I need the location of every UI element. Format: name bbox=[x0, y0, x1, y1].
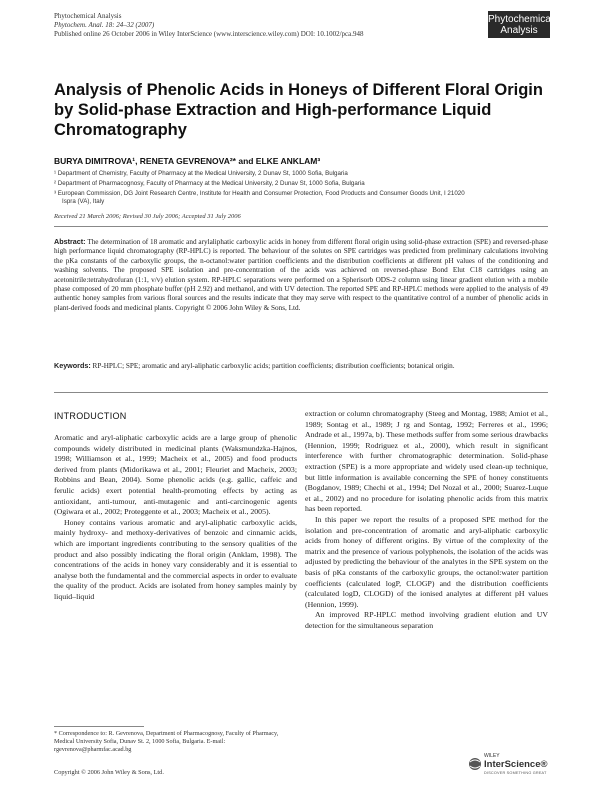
keywords-text: RP-HPLC; SPE; aromatic and aryl-aliphatic carboxylic acids; partition coefficients; distribution coefficients; botanical origin. bbox=[92, 362, 455, 370]
divider-bottom bbox=[54, 392, 548, 393]
affiliation-1: ¹ Department of Chemistry, Faculty of Pharmacy at the Medical University, 2 Dunav St, 1000 Sofia, Bulgaria bbox=[54, 170, 348, 177]
paper-title: Analysis of Phenolic Acids in Honeys of Different Floral Origin by Solid-phase Extraction and High-performance Liquid Chromatography bbox=[54, 81, 543, 139]
journal-citation: Phytochem. Anal. 18: 24–32 (2007) bbox=[54, 21, 155, 29]
received-dates: Received 21 March 2006; Revised 30 July 2006; Accepted 31 July 2006 bbox=[54, 213, 241, 220]
wiley-top-label: WILEY bbox=[484, 753, 500, 759]
wiley-main-label: InterScience® bbox=[484, 759, 548, 770]
journal-header bbox=[54, 12, 364, 39]
publication-info: Published online 26 October 2006 in Wiley InterScience (www.interscience.wiley.com) DOI: 10.1002/pca.948 bbox=[54, 30, 364, 38]
abstract bbox=[54, 237, 548, 313]
journal-name: Phytochemical Analysis bbox=[54, 12, 122, 20]
wiley-sub-label: DISCOVER SOMETHING GREAT bbox=[484, 771, 547, 775]
paragraph: In this paper we report the results of a proposed SPE method for the isolation and pre-concentration of aromatic and aryl-aliphatic carboxylic acids from honey of different origins. By virtue of the complexity of the matrix and the presence of various polyphenols, the isolation of the acids was adjusted by predicting the behaviour of the analytes in the SPE system on the basis of pKa constants of the carboxylic groups, the octanol:water partition coefficients (calculated logP, CLOGP) and the distribution coefficients (calculated logD, CLOGD) of the ionised analytes at different pH values (Hennion, 1999). bbox=[305, 514, 548, 609]
left-column bbox=[54, 433, 297, 603]
footnote-rule bbox=[54, 726, 144, 727]
author-list: BURYA DIMITROVA¹, RENETA GEVRENOVA²* and ELKE ANKLAM³ bbox=[54, 156, 321, 166]
journal-logo-line1: Phytochemical bbox=[488, 14, 554, 25]
section-heading-introduction: INTRODUCTION bbox=[54, 411, 127, 421]
journal-logo bbox=[488, 11, 554, 38]
paragraph: An improved RP-HPLC method involving gradient elution and UV detection for the simultaneous separation bbox=[305, 610, 548, 630]
keywords-label: Keywords: bbox=[54, 361, 91, 370]
correspondence-footnote: * Correspondence to: R. Gevrenova, Department of Pharmacognosy, Faculty of Pharmacy, Medical University Sofia, Dunav St. 2, 1000 Sofia, Bulgaria. E-mail: rgevrenova@pharmfac.acad.bg bbox=[54, 730, 279, 753]
right-column bbox=[305, 409, 548, 631]
paragraph: Aromatic and aryl-aliphatic carboxylic acids are a large group of phenolic compounds widely distributed in medicinal plants (Waksmundzka-Hajnos, 1998; Williamson et al., 1999; Macheix et al., 2005) and food products derived from plants (Midorikawa et al., 2001; Fleuriet and Macheix, 2003; Robbins and Bean, 2004). Some phenolic acids (e.g. gallic, caffeic and ferulic acids) exert potential health-promoting effects by acting as antioxidant, anti-tumour, anti-mutagenic and anti-carcinogenic agents (Ogiwara et al., 2002; Proteggente et al., 2003; Macheix et al., 2005). bbox=[54, 433, 297, 517]
abstract-label: Abstract: bbox=[54, 237, 86, 246]
keywords bbox=[54, 361, 548, 371]
affiliation-3-cont: Ispra (VA), Italy bbox=[62, 198, 105, 205]
affiliation-3: ³ European Commission, DG Joint Research Centre, Institute for Health and Consumer Protection, Food Products and Consumer Goods Unit, I 21020 bbox=[54, 190, 465, 197]
copyright-line: Copyright © 2006 John Wiley & Sons, Ltd. bbox=[54, 769, 164, 776]
wiley-interscience-logo bbox=[467, 752, 555, 780]
abstract-text: The determination of 18 aromatic and arylaliphatic carboxylic acids in honey from different floral origin using solid-phase extraction (SPE) and reversed-phase high performance liquid chromatography (RP-HPLC) is reported. The behaviour of the solutes on SPE cartridges was predicted from preliminary calculations involving the pKa constants of the carboxylic groups, the n-octanol:water partition coefficients and the distribution coefficients at different pH values of the conditioning and washing solvents. The proposed SPE isolation and pre-concentration of the acids was achieved on reversed-phase Bond Elut C18 cartridges using an acetonitrile:tetrahydrofuran (1:1, v/v) elution system. RP-HPLC separations were performed on a Spherisorb ODS-2 column using linear gradient elution with a mobile phase composed of 20 mm phosphate buffer (pH 2.92) and methanol, and with UV detection. The reported SPE and RP-HPLC methods were applied to the analysis of 49 authentic honey samples from various floral sources and the results indicate that they may serve with respect to the quantitative control of a number of phenolic acids in plant-derived foods and medicinal plants. Copyright © 2006 John Wiley & Sons, Ltd. bbox=[54, 238, 548, 312]
paragraph: extraction or column chromatography (Steeg and Montag, 1988; Amiot et al., 1989; Sontag et al., 1989; J rg and Sontag, 1992; Ferreres et al., 1996; Andrade et al., 1997a, b). These methods suffer from some serious drawbacks (Hennion, 1999; Rodriguez et al., 2000), which result in significant interference with further chromatographic determination. Solid-phase extraction (SPE) is a more appropriate and widely used clean-up technique, but little information is available concerning the SPE of honey constituents (Bogdanov, 1989; Chechi et al., 1994; Del Nozal et al., 2000; Suarez-Luque et al., 2002) and no procedure for isolating phenolic acids from this matrix has been reported. bbox=[305, 409, 548, 514]
journal-logo-line2: Analysis bbox=[500, 25, 538, 36]
affiliation-2: ² Department of Pharmacognosy, Faculty of Pharmacy at the Medical University, 2 Dunav St, 1000 Sofia, Bulgaria bbox=[54, 180, 365, 187]
paragraph: Honey contains various aromatic and aryl-aliphatic carboxylic acids, mainly hydroxy- and methoxy-derivatives of benzoic and cinnamic acids, which are important ingredients contributing to the sensory qualities of the product and also possibly indicating the floral origin (Anklam, 1998). The concentrations of the acids in honey vary considerably and it is essential to analyse both the fundamental and the commercial aspects in order to evaluate the quality of the product. Acids are isolated from honey samples mainly by liquid–liquid bbox=[54, 517, 297, 601]
divider-top bbox=[54, 226, 548, 227]
